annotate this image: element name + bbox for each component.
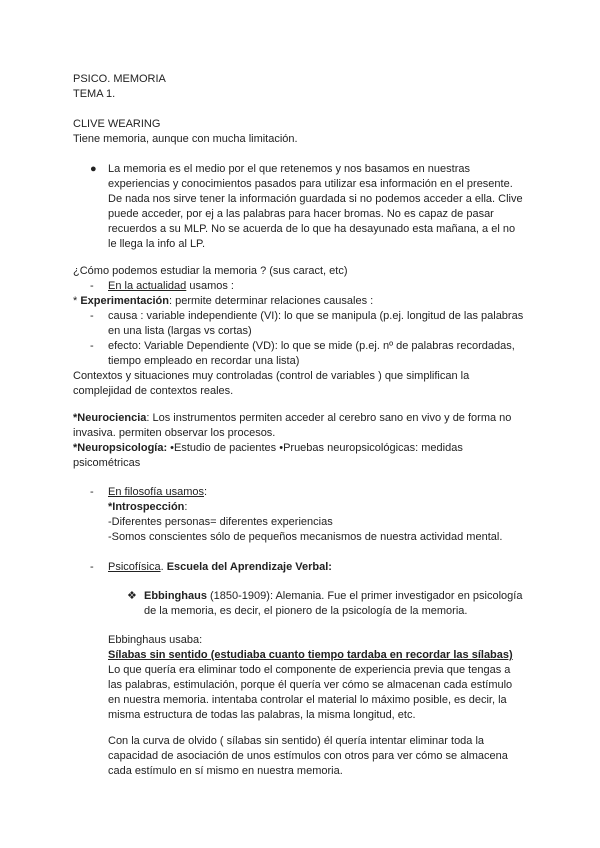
- doc-subtitle: TEMA 1.: [73, 88, 116, 100]
- ebbinghaus-line-2: de la memoria, es decir, el pionero de la psicología de la memoria.: [144, 605, 468, 617]
- para2-line-2: capacidad de asociación de unos estímulos con otros para ver cómo se almacena: [108, 750, 508, 762]
- dash-marker: -: [90, 280, 94, 292]
- ebbinghaus-usaba: Ebbinghaus usaba:: [108, 634, 203, 646]
- introspeccion-line: [108, 500, 187, 515]
- actualidad-link: En la actualidad: [108, 280, 187, 292]
- dash-marker: -: [90, 561, 94, 573]
- ebbinghaus-line-1: [144, 589, 522, 604]
- experimentacion-line: [73, 294, 373, 309]
- diamond-bullet-icon: ❖: [127, 590, 137, 602]
- efecto-line-1: efecto: Variable Dependiente (VD): lo que se mide (p.ej. nº de palabras recordadas,: [108, 340, 515, 352]
- filosofia-item-2: -Somos conscientes sólo de pequeños mecanismos de nuestra actividad mental.: [108, 531, 503, 543]
- memory-def-line-5: recuerdos a su MLP. No se acuerda de lo que ha desayunado esta mañana, a el no: [108, 223, 516, 235]
- study-question: ¿Cómo podemos estudiar la memoria ? (sus caract, etc): [73, 265, 348, 277]
- context-line-2: complejidad de contextos reales.: [73, 385, 234, 397]
- exp-star: *: [73, 295, 81, 307]
- causa-line-1: causa : variable independiente (VI): lo que se manipula (p.ej. longitud de las palabras: [108, 310, 524, 322]
- neurociencia-line: [73, 411, 511, 426]
- exp-bold: Experimentación: [80, 295, 169, 307]
- ebbinghaus-name: Ebbinghaus: [144, 590, 207, 602]
- memory-def-line-1: La memoria es el medio por el que retenemos y nos basamos en nuestras: [108, 163, 470, 175]
- memory-def-line-6: le llega la info al LP.: [108, 238, 206, 250]
- para1-line-3: en nuestra memoria. intentaba controlar el material lo máximo posible, es decir, la: [108, 694, 507, 706]
- clive-heading: CLIVE WEARING: [73, 118, 161, 130]
- neurociencia-line-2: invasiva. permiten observar los procesos.: [73, 427, 276, 439]
- silabas-heading: Sílabas sin sentido (estudiaba cuanto tiempo tardaba en recordar las sílabas): [108, 649, 513, 661]
- psicofisica-line: [108, 560, 332, 575]
- memory-def-line-2: experiencias y conocimientos pasados para utilizar esa información en el presente.: [108, 178, 513, 190]
- psicofisica-link: Psicofísica: [108, 561, 161, 573]
- para2-line-3: cada estímulo en sí mismo en nuestra memoria.: [108, 765, 343, 777]
- context-line-1: Contextos y situaciones muy controladas (control de variables ) que simplifican la: [73, 370, 470, 382]
- introspeccion-tail: :: [184, 501, 188, 513]
- psicofisica-bold: Escuela del Aprendizaje Verbal:: [166, 561, 332, 573]
- exp-rest: : permite determinar relaciones causales :: [168, 295, 374, 307]
- filosofia-tail: :: [204, 486, 208, 498]
- efecto-line-2: tiempo empleado en recordar una lista): [108, 355, 300, 367]
- causa-line-2: en una lista (largas vs cortas): [108, 325, 252, 337]
- memory-def-line-4: puede acceder, por ej a las palabras para hacer bromas. No es capaz de pasar: [108, 208, 494, 220]
- filosofia-link: En filosofía usamos: [108, 486, 204, 498]
- clive-subtitle: Tiene memoria, aunque con mucha limitación.: [73, 133, 298, 145]
- actualidad-rest: usamos :: [186, 280, 234, 292]
- dash-marker: -: [90, 340, 94, 352]
- ebbinghaus-rest: (1850-1909): Alemania. Fue el primer investigador en psicología: [206, 590, 523, 602]
- neuropsicologia-rest: •Estudio de pacientes •Pruebas neuropsicológicas: medidas: [167, 442, 463, 454]
- para2-line-1: Con la curva de olvido ( sílabas sin sentido) él quería intentar eliminar toda la: [108, 735, 485, 747]
- memory-def-line-3: De nada nos sirve tener la información guardada si no podemos acceder a ella. Clive: [108, 193, 523, 205]
- psicofisica-dot: .: [160, 561, 167, 573]
- neurociencia-rest: : Los instrumentos permiten acceder al cerebro sano en vivo y de forma no: [146, 412, 512, 424]
- introspeccion-bold: *Introspección: [108, 501, 185, 513]
- bullet-icon: ●: [90, 163, 97, 175]
- dash-marker: -: [90, 486, 94, 498]
- neurociencia-bold: *Neurociencia: [73, 412, 147, 424]
- actualidad-line: [108, 279, 234, 294]
- doc-title: PSICO. MEMORIA: [73, 73, 166, 85]
- neuropsicologia-line-2: psicométricas: [73, 457, 141, 469]
- neuropsicologia-line: [73, 441, 463, 456]
- para1-line-4: misma estructura de todas las palabras, la misma longitud, etc.: [108, 709, 416, 721]
- neuropsicologia-bold: *Neuropsicología:: [73, 442, 168, 454]
- para1-line-1: Lo que quería era eliminar todo el componente de experiencia previa que tengas a: [108, 664, 511, 676]
- dash-marker: -: [90, 310, 94, 322]
- filosofia-line: [108, 485, 207, 500]
- filosofia-item-1: -Diferentes personas= diferentes experiencias: [108, 516, 333, 528]
- para1-line-2: las palabras, estimulación, porque él quería ver cómo se almacenan cada estímulo: [108, 679, 513, 691]
